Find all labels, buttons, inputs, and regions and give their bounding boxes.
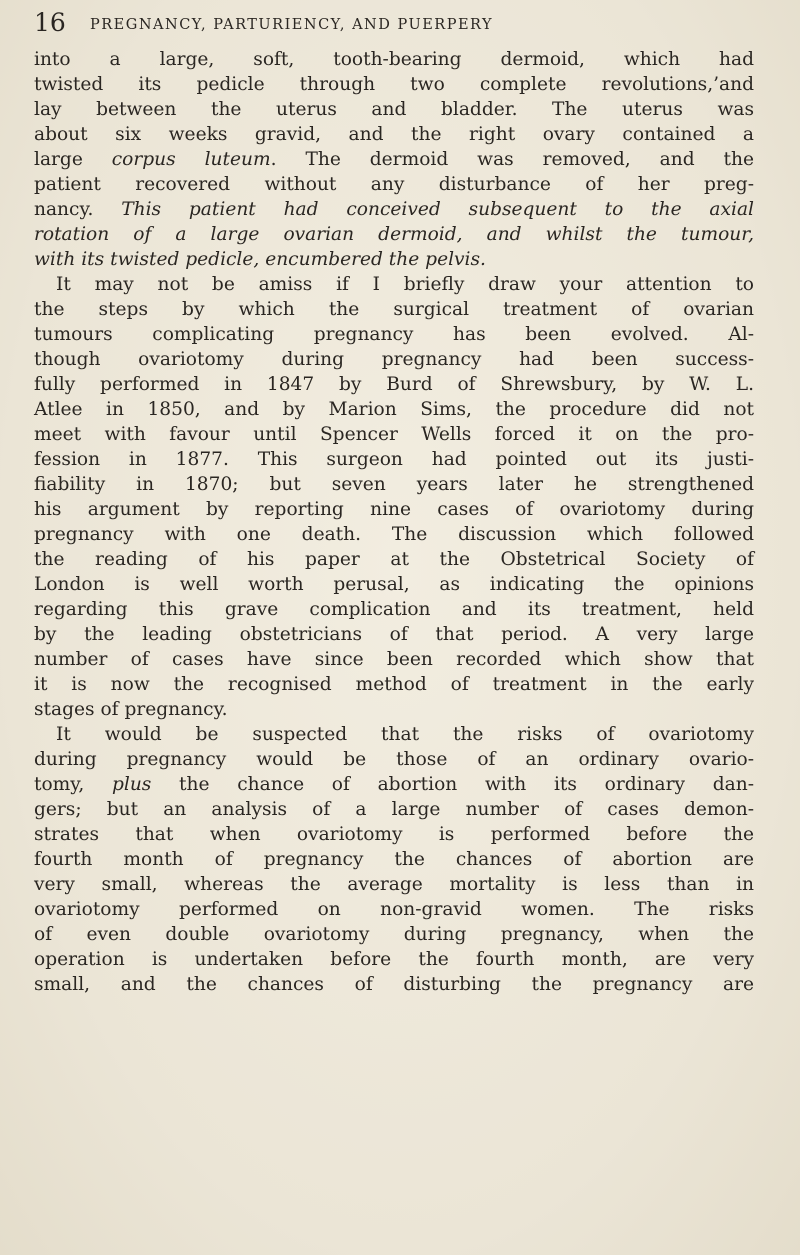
- text-segment: number of cases have since been recorded which show that: [34, 649, 754, 670]
- text-segment: tumours complicating pregnancy has been evolved. Al-: [34, 324, 754, 345]
- text-segment: the steps by which the surgical treatment of ovarian: [34, 299, 754, 320]
- text-segment: fiability in 1870; but seven years later he strengthened: [34, 474, 754, 495]
- text-line: [34, 947, 754, 972]
- text-line: [34, 372, 754, 397]
- text-segment: fully performed in 1847 by Burd of Shrewsbury, by W. L.: [34, 374, 754, 395]
- text-segment: London is well worth perusal, as indicating the opinions: [34, 574, 754, 595]
- italic-text-segment: corpus luteum: [111, 149, 271, 170]
- text-segment: during pregnancy would be those of an ordinary ovario-: [34, 749, 754, 770]
- text-segment: operation is undertaken before the fourth month, are very: [34, 949, 754, 970]
- text-segment: very small, whereas the average mortality is less than in: [34, 874, 754, 895]
- text-line: [34, 272, 754, 297]
- text-segment: fourth month of pregnancy the chances of abortion are: [34, 849, 754, 870]
- text-segment: meet with favour until Spencer Wells forced it on the pro-: [34, 424, 754, 445]
- italic-text-segment: with its twisted pedicle, encumbered the pelvis.: [34, 249, 486, 270]
- text-line: [34, 397, 754, 422]
- text-segment: tomy,: [34, 774, 112, 795]
- text-line: [34, 422, 754, 447]
- text-line: [34, 347, 754, 372]
- text-line: [34, 822, 754, 847]
- text-segment: pregnancy with one death. The discussion which followed: [34, 524, 754, 545]
- text-line: [34, 747, 754, 772]
- text-line: [34, 197, 754, 222]
- text-line: [34, 297, 754, 322]
- text-segment: . The dermoid was removed, and the: [270, 149, 754, 170]
- page-number: 16: [34, 8, 66, 37]
- text-line: [34, 122, 754, 147]
- text-line: [34, 72, 754, 97]
- text-line: [34, 472, 754, 497]
- text-line: [34, 547, 754, 572]
- text-segment: strates that when ovariotomy is performed before the: [34, 824, 754, 845]
- text-segment: lay between the uterus and bladder. The uterus was: [34, 99, 754, 120]
- text-segment: gers; but an analysis of a large number of cases demon-: [34, 799, 754, 820]
- text-line: [34, 322, 754, 347]
- text-segment: the chance of abortion with its ordinary dan-: [151, 774, 754, 795]
- text-line: [34, 247, 754, 272]
- text-segment: by the leading obstetricians of that period. A very large: [34, 624, 754, 645]
- text-line: [34, 597, 754, 622]
- text-line: [34, 97, 754, 122]
- text-line: [34, 622, 754, 647]
- running-head: PREGNANCY, PARTURIENCY, AND PUERPERY: [90, 17, 494, 33]
- text-line: [34, 772, 754, 797]
- text-line: [34, 447, 754, 472]
- text-segment: ovariotomy performed on non-gravid women. The risks: [34, 899, 754, 920]
- text-segment: regarding this grave complication and its treatment, held: [34, 599, 754, 620]
- text-segment: It would be suspected that the risks of ovariotomy: [56, 724, 754, 745]
- text-segment: stages of pregnancy.: [34, 699, 228, 720]
- text-line: [34, 672, 754, 697]
- text-line: [34, 172, 754, 197]
- page-header: [34, 8, 774, 52]
- text-segment: It may not be amiss if I briefly draw your attention to: [56, 274, 754, 295]
- text-line: [34, 872, 754, 897]
- italic-text-segment: rotation of a large ovarian dermoid, and whilst the tumour,: [34, 224, 754, 245]
- italic-text-segment: plus: [111, 774, 152, 795]
- text-segment: his argument by reporting nine cases of ovariotomy during: [34, 499, 754, 520]
- text-line: [34, 572, 754, 597]
- text-line: [34, 522, 754, 547]
- text-segment: about six weeks gravid, and the right ovary contained a: [34, 124, 754, 145]
- text-segment: fession in 1877. This surgeon had pointed out its justi-: [34, 449, 754, 470]
- text-segment: the reading of his paper at the Obstetrical Society of: [34, 549, 754, 570]
- text-line: [34, 497, 754, 522]
- text-segment: patient recovered without any disturbance of her preg-: [34, 174, 754, 195]
- text-segment: Atlee in 1850, and by Marion Sims, the procedure did not: [34, 399, 754, 420]
- text-line: [34, 972, 754, 997]
- text-line: [34, 647, 754, 672]
- text-segment: nancy.: [34, 199, 122, 220]
- text-line: [34, 897, 754, 922]
- text-segment: small, and the chances of disturbing the pregnancy are: [34, 974, 754, 995]
- text-line: [34, 697, 754, 722]
- text-line: [34, 847, 754, 872]
- text-segment: large: [34, 149, 112, 170]
- text-segment: into a large, soft, tooth-bearing dermoid, which had: [34, 49, 754, 70]
- body-text: [34, 47, 754, 997]
- text-segment: it is now the recognised method of treatment in the early: [34, 674, 754, 695]
- text-line: [34, 47, 754, 72]
- text-segment: of even double ovariotomy during pregnancy, when the: [34, 924, 754, 945]
- italic-text-segment: This patient had conceived subsequent to the axial: [121, 199, 754, 220]
- text-line: [34, 722, 754, 747]
- text-line: [34, 222, 754, 247]
- text-line: [34, 922, 754, 947]
- text-line: [34, 147, 754, 172]
- text-segment: though ovariotomy during pregnancy had been success-: [34, 349, 754, 370]
- text-segment: twisted its pedicle through two complete revolutions,’and: [34, 74, 754, 95]
- text-line: [34, 797, 754, 822]
